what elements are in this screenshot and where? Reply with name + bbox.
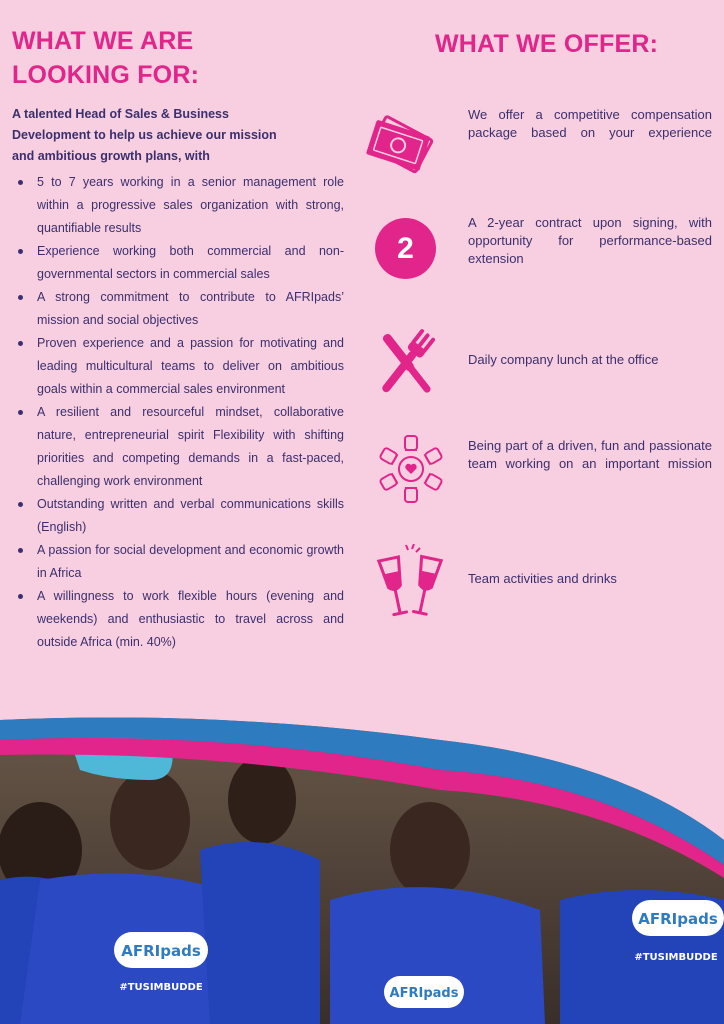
svg-text:AFRIpads: AFRIpads [121,942,201,960]
afripads-badge [114,932,208,993]
requirement-item: Outstanding written and verbal communications skills (English) [12,493,344,539]
intro-line: Development to help us achieve our mission [12,128,277,142]
requirement-item: A passion for social development and economic growth in Africa [12,539,344,585]
offer-text: A 2-year contract upon signing, with opportunity for performance-based extension [468,215,712,266]
looking-for-heading [12,24,292,92]
requirements-list [12,171,344,654]
requirement-item: A willingness to work flexible hours (evening and weekends) and enthusiastic to travel across and outside Africa (min. 40%) [12,585,344,654]
svg-text:#TUSIMBUDDE: #TUSIMBUDDE [634,952,718,963]
toast-glasses-icon [374,544,448,626]
requirement-item: 5 to 7 years working in a senior management role within a progressive sales organization with strong, quantifiable results [12,171,344,240]
team-photo [0,700,724,1024]
requirement-item: A resilient and resourceful mindset, collaborative nature, entrepreneurial spirit Flexibility with shifting priorities and competing demands in a fast-paced, challenging work environment [12,401,344,493]
money-icon [360,106,440,186]
svg-text:AFRIpads: AFRIpads [638,910,718,928]
what-we-offer-heading: WHAT WE OFFER: [435,30,659,58]
requirement-item: A strong commitment to contribute to AFRIpads’ mission and social objectives [12,286,344,332]
requirement-item: Experience working both commercial and non-governmental sectors in commercial sales [12,240,344,286]
looking-for-heading-line2: LOOKING FOR: [12,61,200,89]
svg-text:AFRIpads: AFRIpads [389,986,459,1001]
afripads-badge [632,900,724,963]
intro-line: and ambitious growth plans, with [12,149,210,163]
fork-knife-icon [370,322,442,404]
number-two-icon: 2 [375,218,436,279]
afripads-badge [384,976,464,1008]
team-hands-icon [374,432,448,506]
offer-text: We offer a competitive compensation package based on your experience [468,107,712,140]
looking-for-heading-line1: WHAT WE ARE [12,27,194,55]
intro-paragraph [12,104,312,167]
offer-text: Daily company lunch at the office [468,352,659,367]
requirement-item: Proven experience and a passion for motivating and leading multicultural teams to deliver on ambitious goals within a commercial sales environment [12,332,344,401]
offer-text: Team activities and drinks [468,571,617,586]
intro-line: A talented Head of Sales & Business [12,107,229,121]
svg-text:#TUSIMBUDDE: #TUSIMBUDDE [119,982,203,993]
offer-text: Being part of a driven, fun and passionate team working on an important mission [468,438,712,471]
